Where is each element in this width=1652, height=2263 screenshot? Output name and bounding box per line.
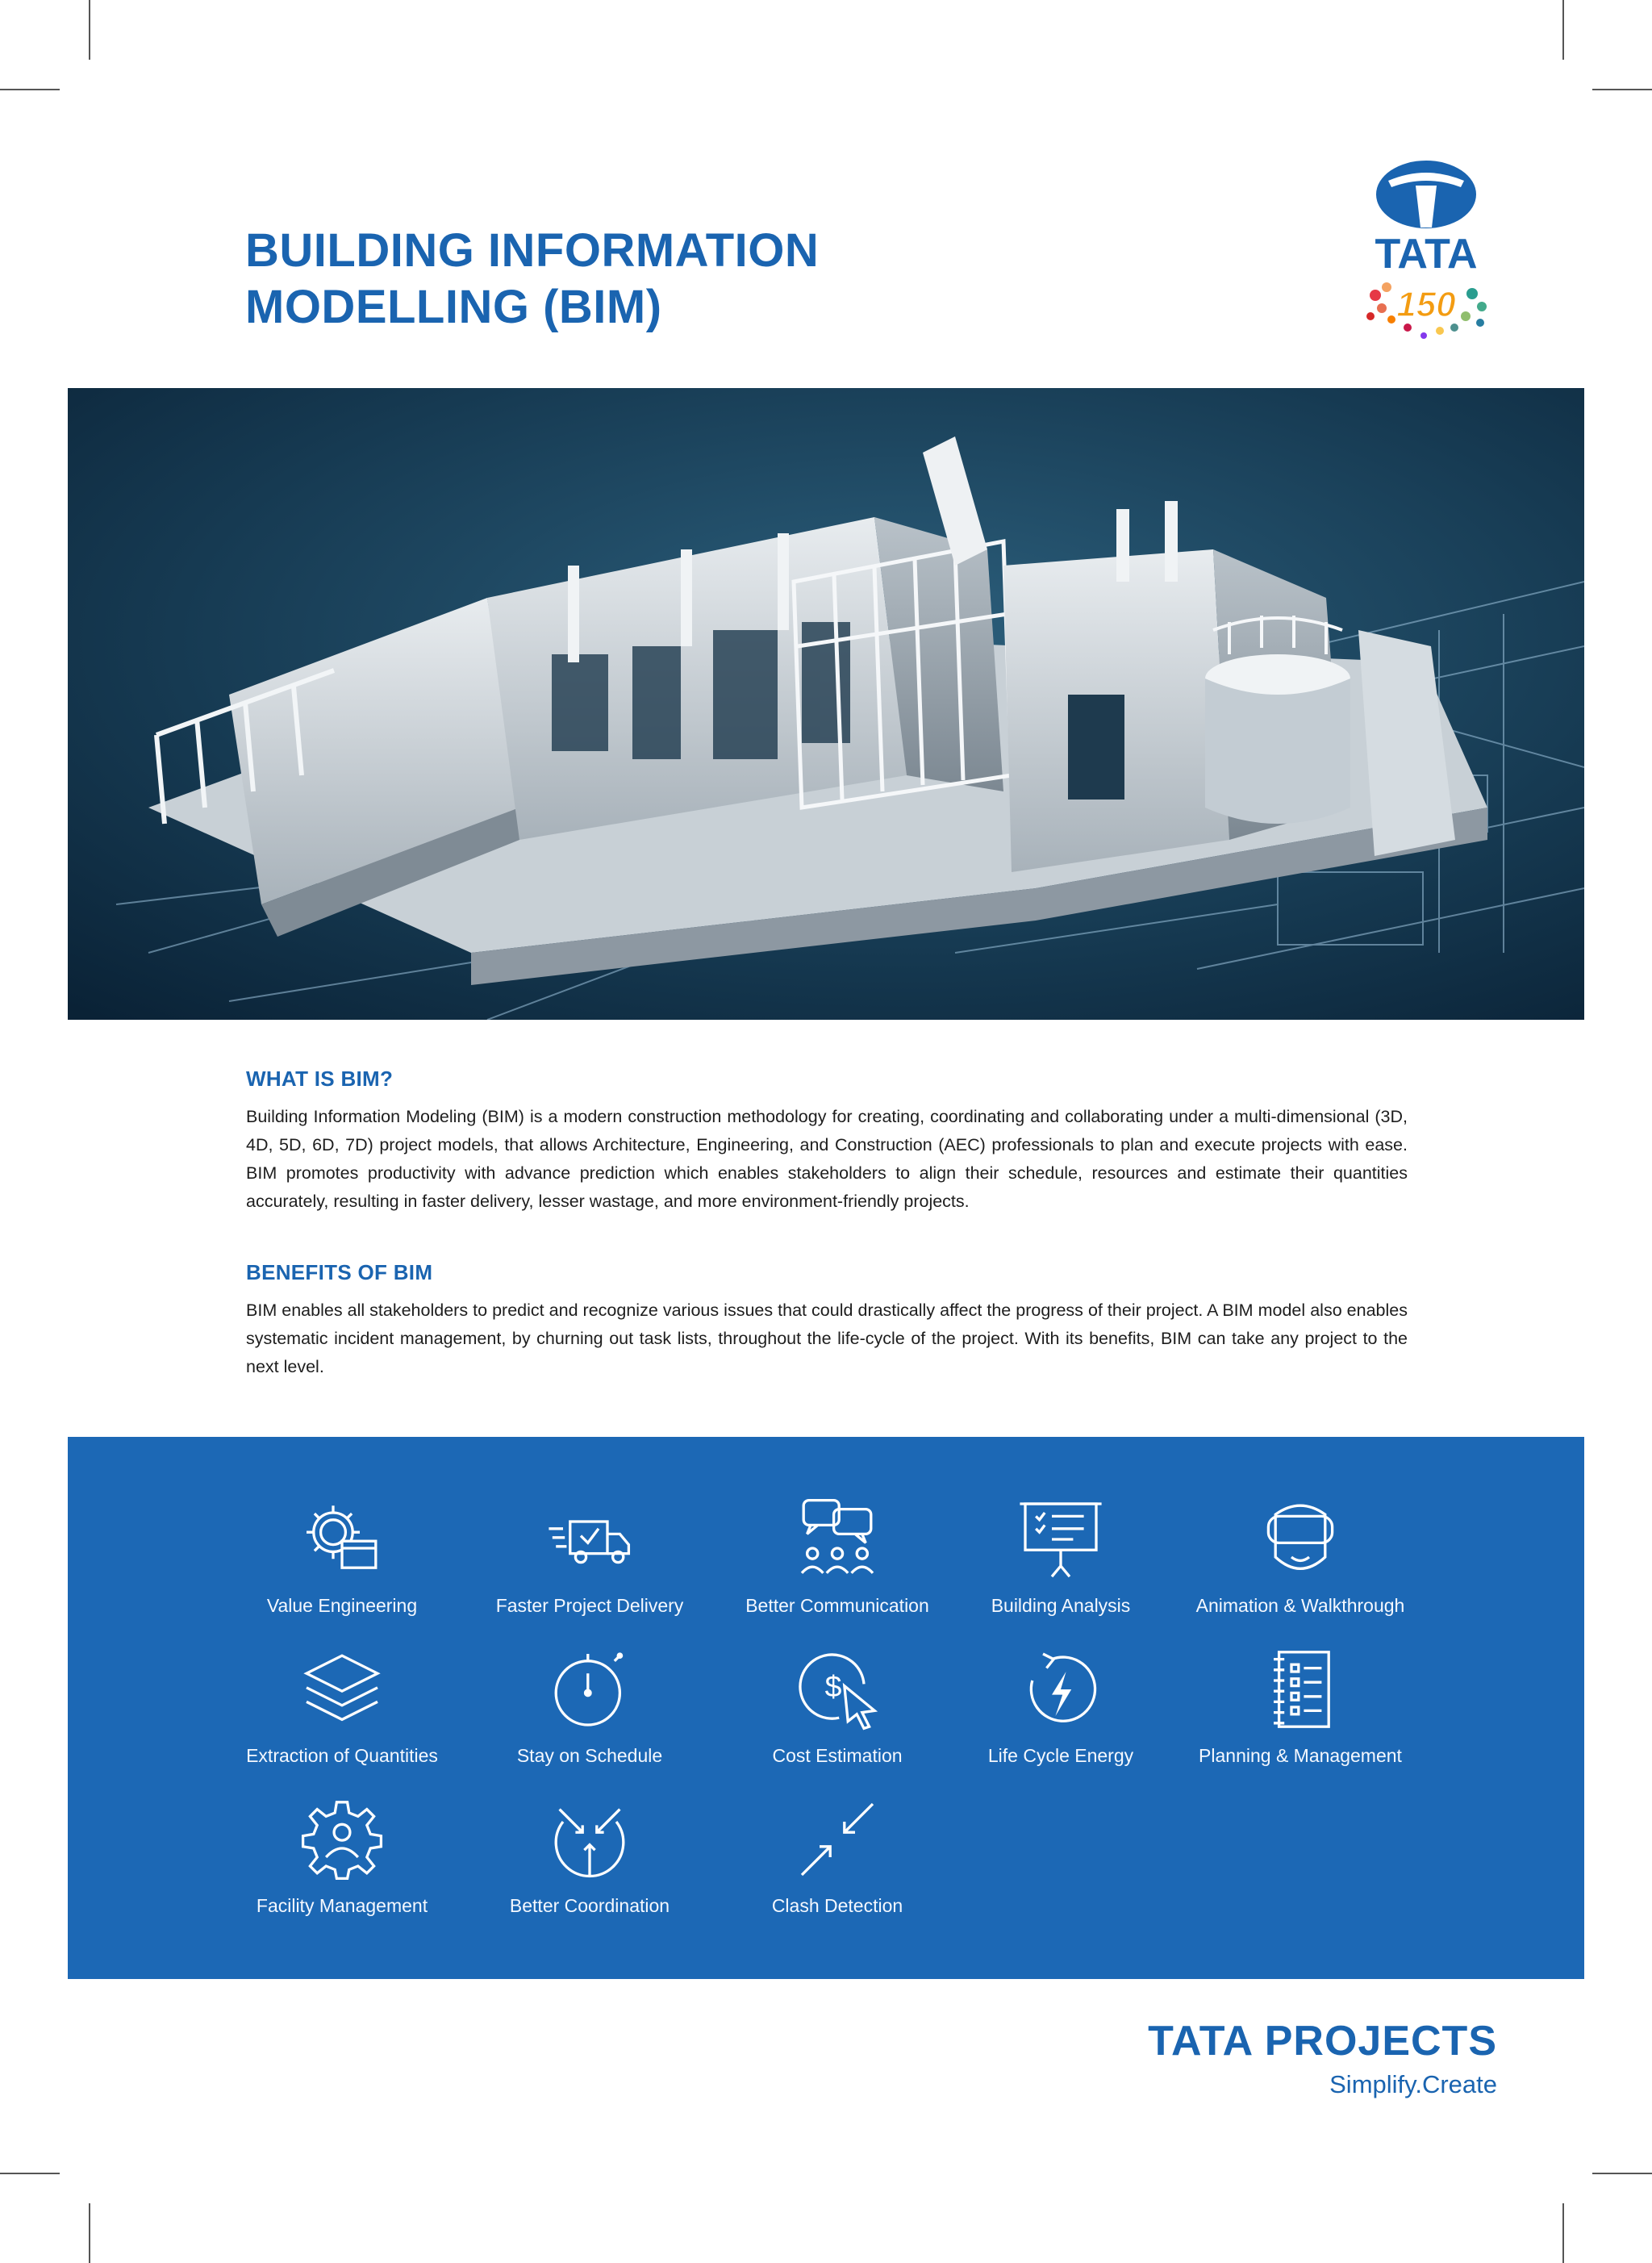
title-line-2: MODELLING (BIM) (245, 281, 662, 333)
delivery-truck-icon (545, 1495, 634, 1584)
tata-150-logo (1359, 158, 1493, 352)
footer-tagline: Simplify.Create (1329, 2070, 1497, 2098)
dollar-cursor-icon (793, 1645, 882, 1734)
clash-arrows-icon (793, 1795, 882, 1884)
benefit-planning-management (1179, 1645, 1421, 1767)
crop-mark (1592, 89, 1652, 90)
what-is-bim-body: Building Information Modeling (BIM) is a modern construction methodology for creating, coordinating and collaborating under a multi-dimensional (3D, 4D, 5D, 6D, 7D) project models, that allows Architecture, Engineering, and Construction (AEC) professionals to plan and execute projects with ease. BIM promotes productivity with advance prediction which enables stakeholders to align their schedule, resources and estimate their quantities accurately, resulting in faster delivery, lesser wastage, and more environment-friendly projects. (246, 1107, 1408, 1211)
what-is-bim-heading: WHAT IS BIM? (246, 1067, 394, 1091)
benefit-cost-estimation (716, 1645, 958, 1767)
benefit-facility-management (221, 1795, 463, 1917)
logo-brand-text: TATA (1375, 231, 1478, 278)
title-line-1: BUILDING INFORMATION (245, 224, 820, 277)
logo-anniversary-text: 150 (1396, 285, 1456, 324)
benefit-better-coordination (469, 1795, 711, 1917)
benefits-of-bim-section (246, 1260, 1408, 1381)
benefit-label: Clash Detection (771, 1895, 903, 1916)
crop-mark (1562, 0, 1564, 60)
gear-window-icon (298, 1495, 386, 1584)
converging-arrows-icon (545, 1795, 634, 1884)
building-model-illustration (68, 388, 1584, 1020)
tata-projects-logo (1148, 2017, 1497, 2106)
checklist-notebook-icon (1256, 1645, 1345, 1734)
benefit-label: Faster Project Delivery (495, 1595, 684, 1616)
benefit-label: Cost Estimation (772, 1745, 903, 1766)
benefit-label: Value Engineering (266, 1595, 418, 1616)
benefit-stay-on-schedule (469, 1645, 711, 1767)
crop-mark (0, 2173, 60, 2174)
crop-mark (1592, 2173, 1652, 2174)
stopwatch-icon (545, 1645, 634, 1734)
crop-mark (89, 2203, 90, 2263)
layers-icon (298, 1645, 386, 1734)
svg-text:$: $ (824, 1668, 842, 1703)
benefit-label: Extraction of Quantities (246, 1745, 438, 1766)
benefit-animation-walkthrough (1179, 1495, 1421, 1617)
benefit-label: Life Cycle Energy (987, 1745, 1134, 1766)
hero-building-render (68, 388, 1584, 1020)
benefit-better-communication (716, 1495, 958, 1617)
benefit-value-engineering (221, 1495, 463, 1617)
presentation-board-icon (1016, 1495, 1105, 1584)
benefit-label: Better Coordination (509, 1895, 670, 1916)
benefit-building-analysis (940, 1495, 1182, 1617)
benefits-of-bim-body: BIM enables all stakeholders to predict and recognize various issues that could drastically affect the progress of their project. A BIM model also enables systematic incident management, by churning out task lists, throughout the life-cycle of the project. With its benefits, BIM can take any project to the next level. (246, 1301, 1408, 1376)
benefit-label: Building Analysis (991, 1595, 1131, 1616)
benefit-faster-delivery (469, 1495, 711, 1617)
crop-mark (0, 89, 60, 90)
benefit-label: Facility Management (256, 1895, 428, 1916)
energy-cycle-icon (1016, 1645, 1105, 1734)
benefit-label: Animation & Walkthrough (1195, 1595, 1405, 1616)
benefit-life-cycle-energy (940, 1645, 1182, 1767)
benefit-label: Planning & Management (1199, 1745, 1402, 1766)
page-title (245, 223, 819, 336)
gear-person-icon (298, 1795, 386, 1884)
footer-brand: TATA PROJECTS (1148, 2018, 1497, 2065)
benefit-label: Better Communication (745, 1595, 929, 1616)
benefits-panel (68, 1437, 1584, 1979)
benefit-clash-detection (716, 1795, 958, 1917)
benefits-of-bim-heading: BENEFITS OF BIM (246, 1260, 433, 1284)
benefit-extraction-quantities (221, 1645, 463, 1767)
vr-headset-icon (1256, 1495, 1345, 1584)
crop-mark (1562, 2203, 1564, 2263)
crop-mark (89, 0, 90, 60)
benefit-label: Stay on Schedule (516, 1745, 663, 1766)
tata-emblem-icon (1359, 158, 1493, 352)
what-is-bim-section (246, 1067, 1408, 1216)
chat-people-icon (793, 1495, 882, 1584)
